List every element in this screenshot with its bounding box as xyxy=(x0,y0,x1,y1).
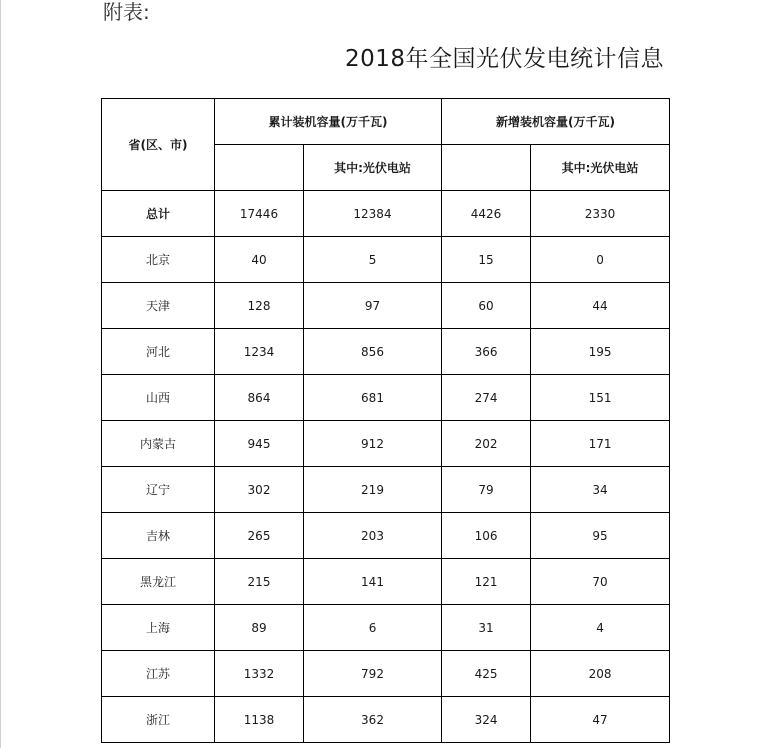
new-capacity-cell: 31 xyxy=(442,605,531,651)
appendix-note: 附表: xyxy=(103,0,150,24)
cumulative-capacity-cell: 1138 xyxy=(215,697,304,743)
table-row xyxy=(102,697,670,743)
cumulative-station-cell: 219 xyxy=(304,467,442,513)
table-row xyxy=(102,513,670,559)
cumulative-capacity-cell: 17446 xyxy=(215,191,304,237)
table-row xyxy=(102,651,670,697)
new-station-cell: 2330 xyxy=(531,191,670,237)
province-cell: 吉林 xyxy=(102,513,215,559)
new-station-cell: 208 xyxy=(531,651,670,697)
new-capacity-cell: 425 xyxy=(442,651,531,697)
new-station-cell: 195 xyxy=(531,329,670,375)
province-cell: 北京 xyxy=(102,237,215,283)
cumulative-capacity-cell: 1234 xyxy=(215,329,304,375)
new-capacity-cell: 79 xyxy=(442,467,531,513)
new-capacity-cell: 60 xyxy=(442,283,531,329)
page-edge xyxy=(0,0,1,748)
cumulative-station-cell: 856 xyxy=(304,329,442,375)
table-row xyxy=(102,421,670,467)
province-cell: 辽宁 xyxy=(102,467,215,513)
cumulative-station-cell: 5 xyxy=(304,237,442,283)
province-cell: 江苏 xyxy=(102,651,215,697)
header-new-total-blank xyxy=(442,145,531,191)
table-row xyxy=(102,329,670,375)
cumulative-station-cell: 362 xyxy=(304,697,442,743)
new-station-cell: 151 xyxy=(531,375,670,421)
new-capacity-cell: 106 xyxy=(442,513,531,559)
province-cell: 天津 xyxy=(102,283,215,329)
header-cumulative-capacity: 累计装机容量(万千瓦) xyxy=(215,99,442,145)
header-province: 省(区、市) xyxy=(102,99,215,191)
province-cell: 浙江 xyxy=(102,697,215,743)
province-cell: 河北 xyxy=(102,329,215,375)
new-capacity-cell: 121 xyxy=(442,559,531,605)
cumulative-station-cell: 141 xyxy=(304,559,442,605)
new-station-cell: 44 xyxy=(531,283,670,329)
cumulative-station-cell: 912 xyxy=(304,421,442,467)
cumulative-capacity-cell: 945 xyxy=(215,421,304,467)
header-cumulative-station: 其中:光伏电站 xyxy=(304,145,442,191)
document-title: 2018年全国光伏发电统计信息 xyxy=(345,46,665,72)
province-cell: 总计 xyxy=(102,191,215,237)
cumulative-capacity-cell: 1332 xyxy=(215,651,304,697)
new-capacity-cell: 4426 xyxy=(442,191,531,237)
new-capacity-cell: 274 xyxy=(442,375,531,421)
cumulative-capacity-cell: 128 xyxy=(215,283,304,329)
table-row xyxy=(102,375,670,421)
new-station-cell: 34 xyxy=(531,467,670,513)
new-station-cell: 4 xyxy=(531,605,670,651)
cumulative-station-cell: 12384 xyxy=(304,191,442,237)
cumulative-station-cell: 681 xyxy=(304,375,442,421)
cumulative-capacity-cell: 302 xyxy=(215,467,304,513)
table-row xyxy=(102,237,670,283)
table-row xyxy=(102,467,670,513)
cumulative-capacity-cell: 265 xyxy=(215,513,304,559)
new-capacity-cell: 366 xyxy=(442,329,531,375)
header-new-station: 其中:光伏电站 xyxy=(531,145,670,191)
new-station-cell: 70 xyxy=(531,559,670,605)
pv-statistics-table xyxy=(101,98,670,743)
new-station-cell: 171 xyxy=(531,421,670,467)
new-capacity-cell: 202 xyxy=(442,421,531,467)
new-capacity-cell: 15 xyxy=(442,237,531,283)
province-cell: 黑龙江 xyxy=(102,559,215,605)
cumulative-station-cell: 792 xyxy=(304,651,442,697)
province-cell: 山西 xyxy=(102,375,215,421)
cumulative-station-cell: 6 xyxy=(304,605,442,651)
cumulative-station-cell: 203 xyxy=(304,513,442,559)
new-station-cell: 47 xyxy=(531,697,670,743)
table-row xyxy=(102,559,670,605)
table-row xyxy=(102,283,670,329)
cumulative-capacity-cell: 40 xyxy=(215,237,304,283)
province-cell: 内蒙古 xyxy=(102,421,215,467)
new-station-cell: 0 xyxy=(531,237,670,283)
cumulative-capacity-cell: 215 xyxy=(215,559,304,605)
header-cumulative-total-blank xyxy=(215,145,304,191)
cumulative-capacity-cell: 89 xyxy=(215,605,304,651)
table-row xyxy=(102,191,670,237)
cumulative-station-cell: 97 xyxy=(304,283,442,329)
new-station-cell: 95 xyxy=(531,513,670,559)
cumulative-capacity-cell: 864 xyxy=(215,375,304,421)
province-cell: 上海 xyxy=(102,605,215,651)
new-capacity-cell: 324 xyxy=(442,697,531,743)
table-row xyxy=(102,605,670,651)
header-new-capacity: 新增装机容量(万千瓦) xyxy=(442,99,670,145)
